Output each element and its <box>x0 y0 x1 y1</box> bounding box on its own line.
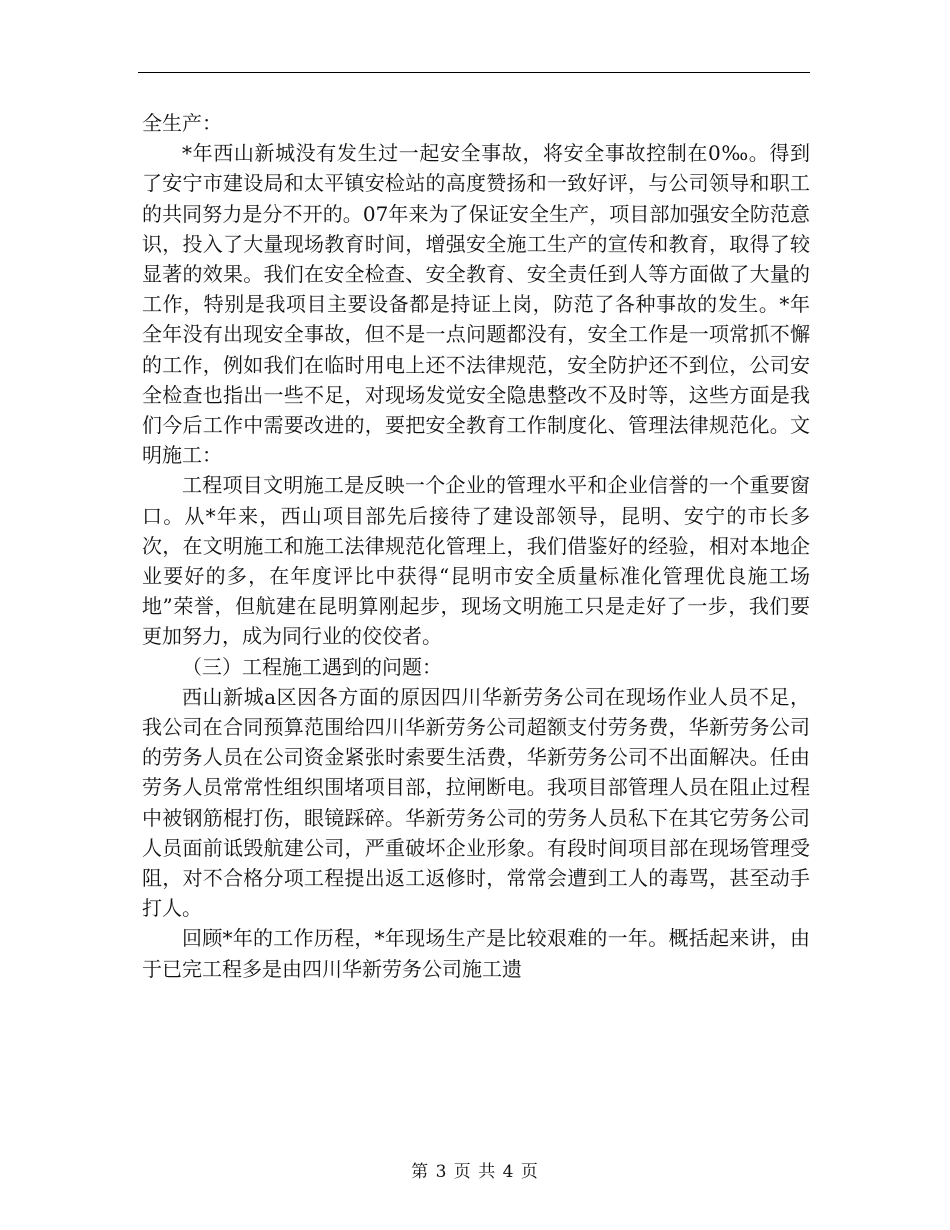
paragraph: 西山新城a区因各方面的原因四川华新劳务公司在现场作业人员不足，我公司在合同预算范围给四川华新劳务公司超额支付劳务费，华新劳务公司的劳务人员在公司资金紧张时索要生活费，华新劳务公司不出面解决。任由劳务人员常常性组织围堵项目部，拉闸断电。我项目部管理人员在阻止过程中被钢筋棍打伤，眼镜踩碎。华新劳务公司的劳务人员私下在其它劳务公司人员面前诋毁航建公司，严重破坏企业形象。有段时间项目部在现场管理受阻，对不合格分项工程提出返工返修时，常常会遭到工人的毒骂，甚至动手打人。 <box>142 684 810 921</box>
paragraph: 全生产： <box>142 111 222 135</box>
paragraph: *年西山新城没有发生过一起安全事故，将安全事故控制在0‰。得到了安宁市建设局和太平镇安检站的高度赞扬和一致好评，与公司领导和职工的共同努力是分不开的。07年来为了保证安全生产，项目部加强安全防范意识，投入了大量现场教育时间，增强安全施工生产的宣传和教育，取得了较显著的效果。我们在安全检查、安全教育、安全责任到人等方面做了大量的工作，特别是我项目主要设备都是持证上岗，防范了各种事故的发生。*年全年没有出现安全事故，但不是一点问题都没有，安全工作是一项常抓不懈的工作，例如我们在临时用电上还不法律规范，安全防护还不到位，公司安全检查也指出一些不足，对现场发觉安全隐患整改不及时等，这些方面是我们今后工作中需要改进的，要把安全教育工作制度化、管理法律规范化。文明施工： <box>142 141 810 468</box>
document-body <box>142 108 810 984</box>
page-footer: 第 3 页 共 4 页 <box>411 1162 539 1182</box>
paragraph: 回顾*年的工作历程，*年现场生产是比较艰难的一年。概括起来讲，由于已完工程多是由四川华新劳务公司施工遗 <box>142 926 810 981</box>
paragraph: 工程项目文明施工是反映一个企业的管理水平和企业信誉的一个重要窗口。从*年来，西山项目部先后接待了建设部领导，昆明、安宁的市长多次，在文明施工和施工法律规范化管理上，我们借鉴好的经验，相对本地企业要好的多，在年度评比中获得“昆明市安全质量标准化管理优良施工场地”荣誉，但航建在昆明算刚起步，现场文明施工只是走好了一步，我们要更加努力，成为同行业的佼佼者。 <box>142 473 810 649</box>
header-rule <box>138 72 810 73</box>
section-heading: （三）工程施工遇到的问题： <box>182 654 442 679</box>
